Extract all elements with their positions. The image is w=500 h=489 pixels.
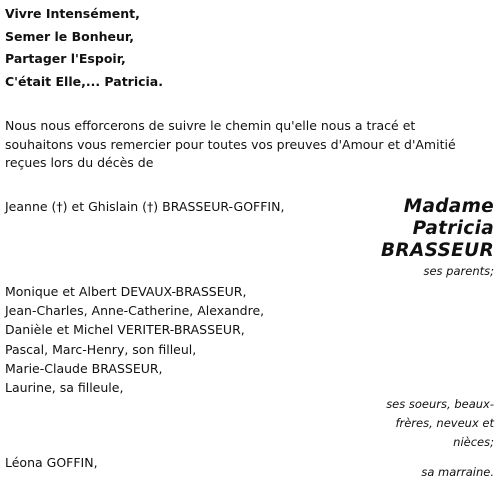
deceased-name bbox=[381, 196, 494, 262]
family-line: Jean-Charles, Anne-Catherine, Alexandre, bbox=[5, 303, 265, 319]
role-siblings-line: nièces; bbox=[453, 435, 494, 449]
role-siblings-line: ses soeurs, beaux- bbox=[386, 397, 494, 411]
thank-you-message bbox=[5, 117, 485, 173]
role-siblings-line: frères, neveux et bbox=[395, 416, 494, 430]
poem-line: Semer le Bonheur, bbox=[5, 28, 134, 44]
family-line: Laurine, sa filleule, bbox=[5, 380, 124, 396]
deceased-first-name: Patricia bbox=[412, 218, 494, 239]
family-line: Danièle et Michel VERITER-BRASSEUR, bbox=[5, 322, 245, 338]
deceased-title: Madame bbox=[403, 196, 494, 217]
role-parents-text: ses parents; bbox=[423, 264, 494, 278]
role-parents bbox=[423, 262, 494, 281]
role-godmother-text: sa marraine. bbox=[421, 465, 494, 479]
family-line: Marie-Claude BRASSEUR, bbox=[5, 360, 163, 376]
message-line: Nous nous efforcerons de suivre le chemin qu'elle nous a tracé et bbox=[5, 118, 416, 133]
poem bbox=[5, 3, 163, 93]
role-godmother bbox=[421, 463, 494, 482]
family-line: Monique et Albert DEVAUX-BRASSEUR, bbox=[5, 284, 247, 299]
message-line: souhaitons vous remercier pour toutes vos preuves d'Amour et d'Amitié bbox=[5, 136, 456, 152]
poem-line: C'était Elle,... Patricia. bbox=[5, 73, 163, 89]
role-siblings bbox=[386, 395, 494, 452]
parents-names: Jeanne (†) et Ghislain (†) BRASSEUR-GOFFIN, bbox=[5, 199, 285, 214]
deceased-last-name: BRASSEUR bbox=[381, 240, 494, 261]
godmother-name: Léona GOFFIN, bbox=[5, 455, 98, 470]
poem-line: Partager l'Espoir, bbox=[5, 51, 126, 66]
message-line: reçues lors du décès de bbox=[5, 155, 154, 170]
family-line: Pascal, Marc-Henry, son filleul, bbox=[5, 341, 197, 357]
poem-line: Vivre Intensément, bbox=[5, 6, 140, 21]
siblings-list bbox=[5, 282, 264, 397]
